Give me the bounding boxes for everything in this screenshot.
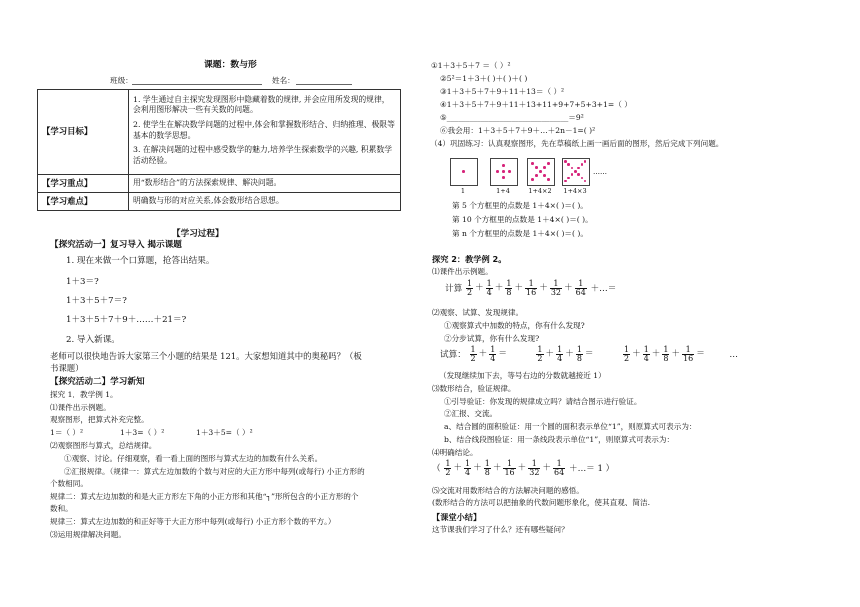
try3-frac-2: $\frac{1}{2}$: [623, 345, 630, 363]
example1-c2: ②汇报规律。（规律一：算式左边加数的个数与对应的大正方形中每列(或每行) 小正方形的: [64, 467, 365, 476]
fig4-dot: [581, 163, 584, 166]
class-label: 班级：: [110, 76, 133, 85]
q1: ①1＋3＋5＋7 ＝（ ）²: [431, 61, 511, 70]
goal-3: 3. 在解决问题的过程中感受数学的魅力,培养学生探索数学的兴趣, 积累数学活动经验。: [133, 145, 393, 165]
activity1-line2: 2. 导入新课。: [66, 335, 120, 345]
example2-ca: a、结合圆的面积验证：用一个圆的面积表示单位“1”，则原算式可表示为：: [444, 422, 697, 431]
figure-label-1: 1: [460, 187, 466, 195]
conclusion-frac-4: $\frac{1}{4}$: [465, 459, 471, 477]
calc-label: 计算: [445, 284, 463, 294]
conclusion-frac-32: $\frac{1}{32}$: [529, 459, 540, 477]
example2-e: ⑸交流对用数形结合的方法解决问题的感悟。: [432, 486, 584, 495]
q3: ③1＋3＋5＋7＋9＋11＋13＝（ ）²: [440, 87, 565, 96]
conclusion-frac-64: $\frac{1}{64}$: [554, 459, 565, 477]
conclusion-frac-8: $\frac{1}{8}$: [484, 459, 490, 477]
example2-c1: ①引导验证：你发现的规律成立吗？请结合图示进行验证。: [444, 397, 642, 406]
calc-frac-64: $\frac{1}{64}$: [575, 279, 586, 297]
activity1-q2: 1＋3＋5＋7＝?: [66, 296, 127, 306]
example1-c: ⑵观察图形与算式，总结规律。: [50, 441, 157, 450]
try2-frac-8: $\frac{1}{8}$: [576, 345, 582, 363]
fig3-dot: [543, 166, 546, 169]
name-blank: [296, 84, 352, 85]
teacher-line-1: 老师可以很快地告诉大家第三个小题的结果是 121。大家想知道其中的奥秘吗？（板: [50, 351, 362, 361]
figure-label-4: 1+4×3: [563, 187, 587, 195]
example1-c2b: 个数相同。: [50, 479, 88, 488]
calc-frac-4: $\frac{1}{4}$: [486, 279, 492, 297]
fig2-dot: [502, 164, 505, 167]
teacher-line-2: 书课题）: [50, 363, 84, 373]
goal-2: 2. 使学生在解决数学问题的过程中,体会和掌握数形结合、归纳推理、极限等基本的数学思想。: [133, 119, 395, 140]
fig4-dot: [571, 173, 574, 176]
goal-key: 【学习目标】: [38, 90, 129, 175]
try2-frac-4: $\frac{1}{4}$: [557, 345, 563, 363]
example2-c: ⑶数形结合，验证规律。: [432, 384, 516, 393]
fig2-dot: [502, 170, 505, 173]
activity1-q1: 1＋3＝?: [66, 277, 99, 287]
example2-d: ⑷明确结论。: [432, 448, 478, 457]
try1-frac-2: $\frac{1}{2}$: [470, 345, 476, 363]
class-blank: [132, 84, 262, 85]
conclusion-expression: （ $\frac{1}{2}$ ＋ $\frac{1}{4}$ ＋ $\frac{1}{8}$ ＋ $\frac{1}{16}$ ＋ $\frac{1}{32}$ ＋ $\frac{1}{64}$ ＋…＝ 1 ）: [432, 459, 615, 477]
key-point-val: 用“数形结合”的方法探索规律、解决问题。: [129, 175, 401, 193]
q4: ④1＋3＋5＋7＋9＋11＋13+11+9+7+5+3+1=（ ）: [440, 100, 632, 109]
example2-title: 探究 2：教学例 2。: [432, 254, 507, 264]
page-title: 课题：数与形: [204, 60, 257, 70]
process-title: 【学习过程】: [172, 229, 224, 239]
example1-title: 探究 1．教学例 1。: [50, 390, 118, 399]
name-label: 姓名：: [272, 76, 295, 85]
try-dots: …: [729, 350, 738, 360]
fig2-dot: [502, 176, 505, 179]
fig3-dot: [539, 170, 542, 173]
key-point-key: 【学习重点】: [38, 175, 129, 193]
q7: （4）巩固练习：认真观察图形，先在草稿纸上画一画后面的图形，然后完成下列问题。: [430, 139, 724, 148]
fig3-dot: [535, 166, 538, 169]
fig3-dot: [531, 178, 534, 181]
conclusion-frac-2: $\frac{1}{2}$: [445, 459, 451, 477]
calc-tail: ＋…＝: [590, 284, 617, 294]
fig3-dot: [543, 174, 546, 177]
fig1-dot: [462, 170, 465, 173]
calc-frac-2: $\frac{1}{2}$: [466, 279, 473, 297]
fig3-dot: [547, 178, 550, 181]
try3-frac-16: $\frac{1}{16}$: [683, 345, 694, 363]
activity1-line1: 1. 现在来做一个口算题，抢答出结果。: [66, 256, 215, 266]
figure-label-3: 1+4×2: [528, 187, 552, 195]
try2-frac-2: $\frac{1}{2}$: [537, 345, 543, 363]
try3-frac-8: $\frac{1}{8}$: [663, 345, 669, 363]
fig4-dot: [567, 177, 570, 180]
conclusion-tail: ＋…＝ 1 ）: [568, 464, 615, 474]
example1-b: 观察图形，把算式补充完整。: [50, 415, 149, 424]
rule2-b: 数和。: [50, 504, 73, 513]
q2: ②5²＝1＋3＋( )＋( )＋( ): [440, 74, 528, 83]
activity2-title: 【探究活动二】学习新知: [50, 377, 145, 387]
fig2-dot: [496, 170, 499, 173]
fig3-dot: [531, 162, 534, 165]
example1-eq2: 1＋3=（ ）²: [120, 428, 165, 437]
fig4-dot: [577, 167, 580, 170]
q5: ⑤________________________________＝9²: [440, 113, 584, 122]
goal-1: 1. 学生通过自主探究发现图形中隐藏着数的规律, 并会应用所发现的规律，会利用图形解决一些有关数的问题。: [133, 94, 390, 115]
example1-d: ⑶运用规律解决问题。: [50, 530, 126, 539]
difficulty-val: 明确数与形的对应关系,体会数形结合思想。: [129, 193, 401, 211]
try1-frac-4: $\frac{1}{4}$: [490, 345, 496, 363]
figure-more: ……: [593, 168, 607, 176]
example2-note: （发现继续加下去，等号右边的分数就越接近 1）: [439, 371, 606, 380]
calc-frac-8: $\frac{1}{8}$: [506, 279, 512, 297]
conclusion-frac-16: $\frac{1}{16}$: [504, 459, 515, 477]
example1-eq3: 1＋3＋5=（ ）²: [196, 428, 253, 437]
calc-frac-32: $\frac{1}{32}$: [550, 279, 562, 297]
activity1-q3: 1＋3＋5＋7＋9＋……＋21＝?: [66, 315, 187, 325]
example2-b1: ①观察算式中加数的特点，你有什么发现?: [444, 321, 585, 330]
rule3: 规律三：算式左边加数的和正好等于大正方形中每列(或每行) 小正方形个数的平方。）: [50, 517, 336, 526]
calc-frac-16: $\frac{1}{16}$: [526, 279, 537, 297]
example2-b: ⑵观察、试算、发现规律。: [432, 308, 524, 317]
goal-values: [129, 90, 401, 175]
summary-title: 【课堂小结】: [432, 512, 482, 522]
point-count-n: 第 n 个方框里的点数是 1＋4×( )＝( )。: [452, 229, 588, 238]
q6: ⑥我会用：1＋3＋5＋7＋9＋…＋2n－1=( )²: [440, 126, 596, 135]
example2-cb: b、结合线段图验证：用一条线段表示单位“1”，则原算式可表示为：: [444, 435, 675, 444]
activity1-title: 【探究活动一】复习导入 揭示课题: [50, 240, 182, 250]
example2-b2: ②分步试算，你有什么发现?: [444, 334, 540, 343]
point-count-5: 第 5 个方框里的点数是 1＋4×( )＝( )。: [452, 201, 588, 210]
difficulty-key: 【学习难点】: [38, 193, 129, 211]
try3-frac-4: $\frac{1}{4}$: [643, 345, 649, 363]
fig4-dot: [574, 170, 577, 173]
example1-a: ⑴课件出示例题。: [50, 403, 111, 412]
try-label: 试算：: [440, 350, 466, 360]
example2-a: ⑴课件出示例题。: [432, 267, 493, 276]
point-count-10: 第 10 个方框里的点数是 1＋4×( )＝( )。: [452, 215, 593, 224]
fig4-dot: [567, 163, 570, 166]
rule2-a: 规律二：算式左边加数的和是大正方形左下角的小正方形和其他“┐”形所包含的小正方形的个: [50, 492, 359, 501]
fig3-dot: [547, 162, 550, 165]
try-calcs: 试算： $\frac{1}{2}$ ＋ $\frac{1}{4}$ ＝ $\frac{1}{2}$ ＋ $\frac{1}{4}$ ＋ $\frac{1}{8}$ ＝ $\frac{1}{2}$ ＋ $\frac{1}{4}$ ＋ $\frac{1}{8}$ ＋ $\frac{1}{16}$ ＝ …: [440, 345, 738, 363]
goals-table: [37, 89, 401, 211]
fig3-dot: [535, 174, 538, 177]
example1-eq1: 1＝（ ）²: [50, 428, 84, 437]
figure-label-2: 1+4: [496, 187, 510, 195]
fig4-dot: [577, 173, 580, 176]
fig2-dot: [508, 170, 511, 173]
summary-question: 这节课我们学习了什么？还有哪些疑问？: [432, 525, 569, 534]
calc-expression: 计算 $\frac{1}{2}$ ＋ $\frac{1}{4}$ ＋ $\frac{1}{8}$ ＋ $\frac{1}{16}$ ＋ $\frac{1}{32}$ ＋ $\frac{1}{64}$ ＋…＝: [445, 279, 617, 297]
example1-c1: ①观察、讨论。仔细观察，看一看上面的图形与算式左边的加数有什么关系。: [64, 454, 323, 463]
example2-f: (数形结合的方法可以把抽象的代数问题形象化，使其直观、简洁.: [432, 498, 650, 507]
example2-c2: ②汇报、交流。: [444, 409, 498, 418]
fig4-dot: [564, 160, 567, 163]
